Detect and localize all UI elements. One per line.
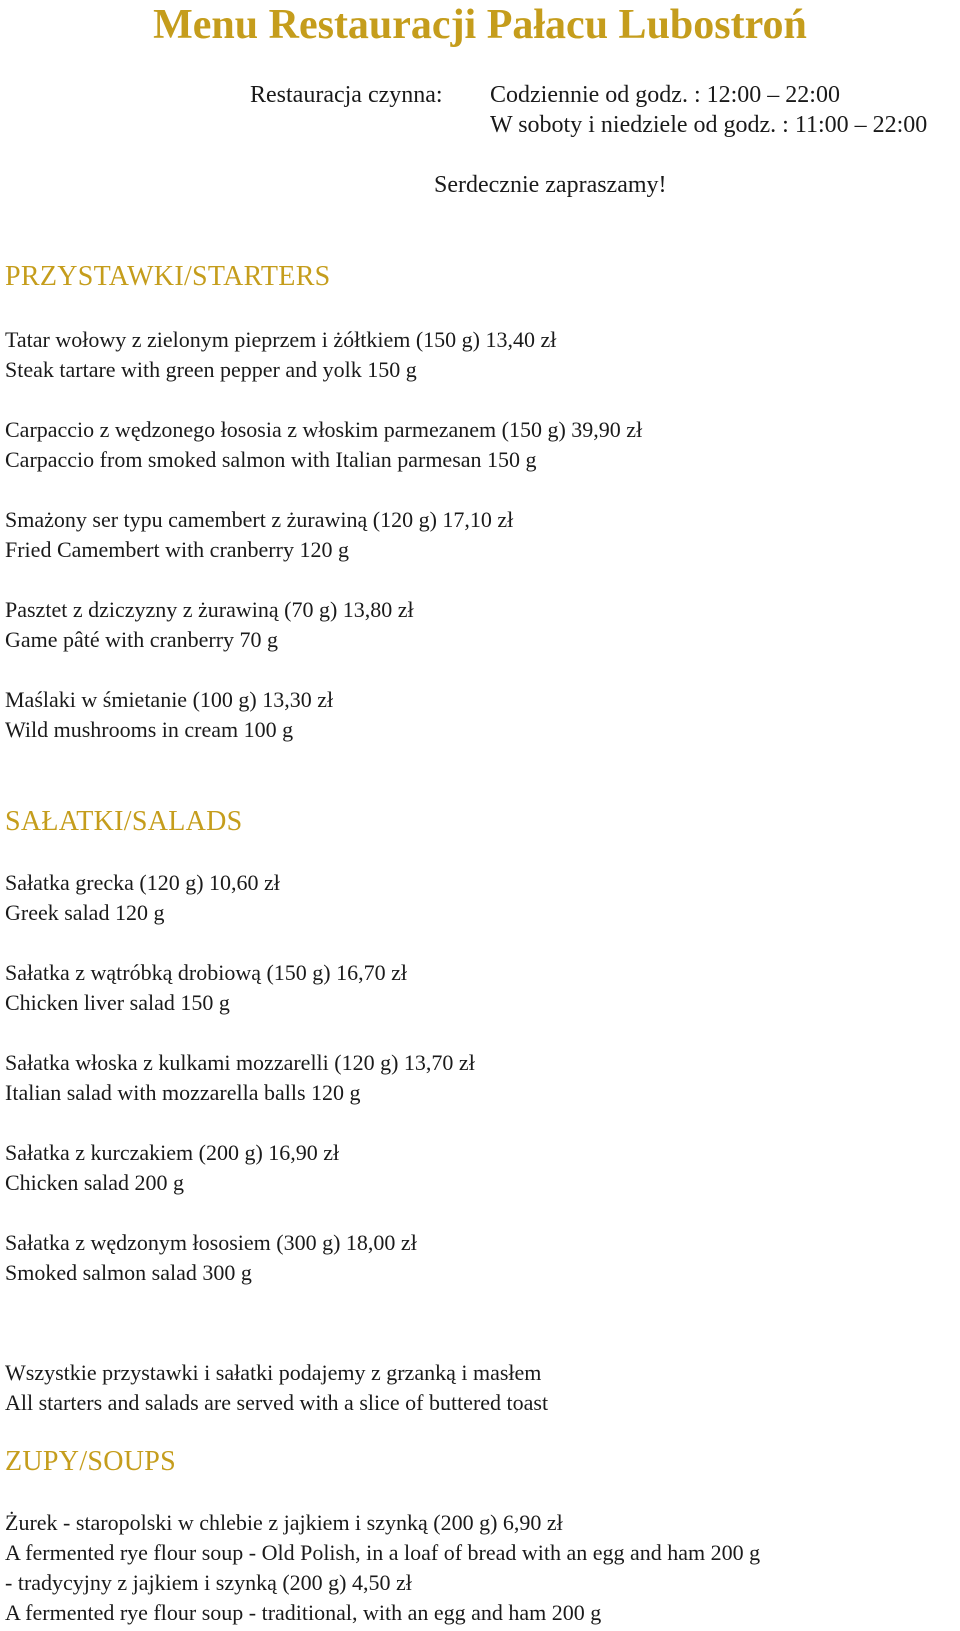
menu-item-name-pl: Sałatka z kurczakiem (200 g) 16,90 zł: [5, 1140, 340, 1165]
menu-item-name-pl: Tatar wołowy z zielonym pieprzem i żółtkiem (150 g) 13,40 zł: [5, 327, 557, 352]
menu-item-name-en: Smoked salmon salad 300 g: [5, 1260, 252, 1285]
menu-item-name-pl: Sałatka grecka (120 g) 10,60 zł: [5, 870, 280, 895]
menu-item-name-en: Fried Camembert with cranberry 120 g: [5, 537, 349, 562]
menu-item-name-en: Chicken salad 200 g: [5, 1170, 185, 1195]
welcome-text: Serdecznie zapraszamy!: [434, 172, 667, 198]
menu-item-name-en: Chicken liver salad 150 g: [5, 990, 230, 1015]
menu-item-name-en: Steak tartare with green pepper and yolk 150 g: [5, 357, 417, 382]
menu-item-name-pl: Sałatka włoska z kulkami mozzarelli (120 g) 13,70 zł: [5, 1050, 475, 1075]
menu-title: Menu Restauracji Pałacu Lubostroń: [153, 2, 807, 48]
opening-hours-weekends: W soboty i niedziele od godz. : 11:00 – 22:00: [490, 112, 928, 138]
serving-note-en: All starters and salads are served with a slice of buttered toast: [5, 1390, 549, 1415]
menu-item-name-en: Wild mushrooms in cream 100 g: [5, 717, 294, 742]
serving-note-pl: Wszystkie przystawki i sałatki podajemy z grzanką i masłem: [5, 1360, 542, 1385]
section-heading-starters: PRZYSTAWKI/STARTERS: [5, 261, 331, 292]
menu-item-name-pl: Maślaki w śmietanie (100 g) 13,30 zł: [5, 687, 334, 712]
menu-item-name-en: A fermented rye flour soup - traditional, with an egg and ham 200 g: [5, 1600, 602, 1625]
menu-item-name-pl: Carpaccio z wędzonego łososia z włoskim parmezanem (150 g) 39,90 zł: [5, 417, 643, 442]
menu-item-name-en: A fermented rye flour soup - Old Polish, in a loaf of bread with an egg and ham 200 g: [5, 1540, 761, 1565]
opening-hours-weekdays: Codziennie od godz. : 12:00 – 22:00: [490, 82, 840, 108]
menu-item-name-pl: Pasztet z dziczyzny z żurawiną (70 g) 13,80 zł: [5, 597, 414, 622]
opening-hours-label: Restauracja czynna:: [250, 82, 443, 108]
menu-item-name-pl: Sałatka z wątróbką drobiową (150 g) 16,70 zł: [5, 960, 407, 985]
menu-item-name-en: Italian salad with mozzarella balls 120 g: [5, 1080, 361, 1105]
menu-item-name-en: Carpaccio from smoked salmon with Italian parmesan 150 g: [5, 447, 537, 472]
menu-item-name-pl: Smażony ser typu camembert z żurawiną (120 g) 17,10 zł: [5, 507, 514, 532]
menu-item-name-pl: Sałatka z wędzonym łososiem (300 g) 18,00 zł: [5, 1230, 417, 1255]
menu-item-name-en: Game pâté with cranberry 70 g: [5, 627, 279, 652]
menu-item-name-pl: - tradycyjny z jajkiem i szynką (200 g) 4,50 zł: [5, 1570, 412, 1595]
section-heading-salads: SAŁATKI/SALADS: [5, 806, 243, 837]
menu-item-name-en: Greek salad 120 g: [5, 900, 165, 925]
menu-item-name-pl: Żurek - staropolski w chlebie z jajkiem i szynką (200 g) 6,90 zł: [5, 1510, 563, 1535]
section-heading-soups: ZUPY/SOUPS: [5, 1446, 177, 1477]
